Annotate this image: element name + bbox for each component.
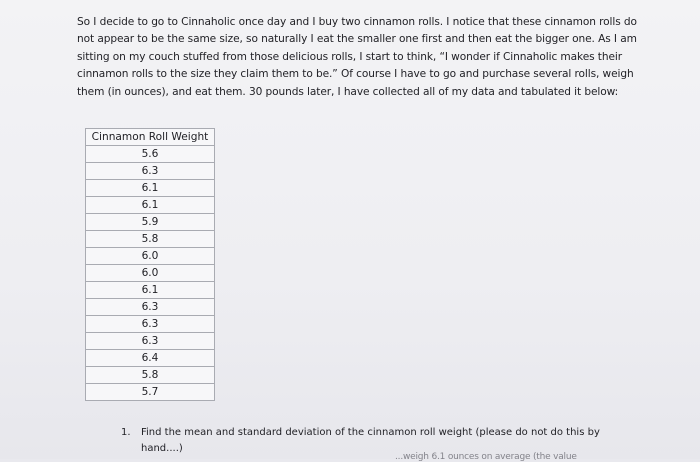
table-cell: 5.9 bbox=[86, 214, 215, 231]
table-cell: 6.0 bbox=[86, 265, 215, 282]
question-text-line1: Find the mean and standard deviation of the cinnamon roll weight (please do not do this by bbox=[141, 427, 600, 438]
table-row bbox=[86, 163, 215, 180]
table-header-row bbox=[86, 129, 215, 146]
table-header: Cinnamon Roll Weight bbox=[86, 129, 215, 146]
question-text-line2: hand....) bbox=[141, 443, 183, 454]
table-row bbox=[86, 384, 215, 401]
cutoff-text: ...weigh 6.1 ounces on average (the value bbox=[395, 452, 577, 462]
cinnamon-roll-table bbox=[85, 128, 215, 401]
table-cell: 6.1 bbox=[86, 282, 215, 299]
table-row bbox=[86, 350, 215, 367]
table-row bbox=[86, 282, 215, 299]
table-row bbox=[86, 299, 215, 316]
table-row bbox=[86, 197, 215, 214]
table-row bbox=[86, 367, 215, 384]
table-row bbox=[86, 248, 215, 265]
table-cell: 5.6 bbox=[86, 146, 215, 163]
table-row bbox=[86, 180, 215, 197]
table-row bbox=[86, 333, 215, 350]
table-cell: 5.8 bbox=[86, 367, 215, 384]
table-row bbox=[86, 146, 215, 163]
table-cell: 5.8 bbox=[86, 231, 215, 248]
table-cell: 6.0 bbox=[86, 248, 215, 265]
table-cell: 6.3 bbox=[86, 299, 215, 316]
table-row bbox=[86, 316, 215, 333]
table-row bbox=[86, 265, 215, 282]
table-cell: 6.4 bbox=[86, 350, 215, 367]
question-number: 1. bbox=[121, 427, 131, 438]
table-cell: 6.3 bbox=[86, 163, 215, 180]
intro-paragraph: So I decide to go to Cinnaholic once day and I buy two cinnamon rolls. I notice that these cinnamon rolls do not appear to be the same size, so naturally I eat the smaller one first and then eat the bigger one. As I am sitting on my couch stuffed from those delicious rolls, I start to think, “I wonder if Cinnaholic makes their cinnamon rolls to the size they claim them to be.” Of course I have to go and purchase several rolls, weigh them (in ounces), and eat them. 30 pounds later, I have collected all of my data and tabulated it below: bbox=[77, 16, 637, 98]
table-cell: 6.3 bbox=[86, 316, 215, 333]
table-row bbox=[86, 231, 215, 248]
table-cell: 6.1 bbox=[86, 180, 215, 197]
table-cell: 6.3 bbox=[86, 333, 215, 350]
table-cell: 5.7 bbox=[86, 384, 215, 401]
table-row bbox=[86, 214, 215, 231]
table-cell: 6.1 bbox=[86, 197, 215, 214]
